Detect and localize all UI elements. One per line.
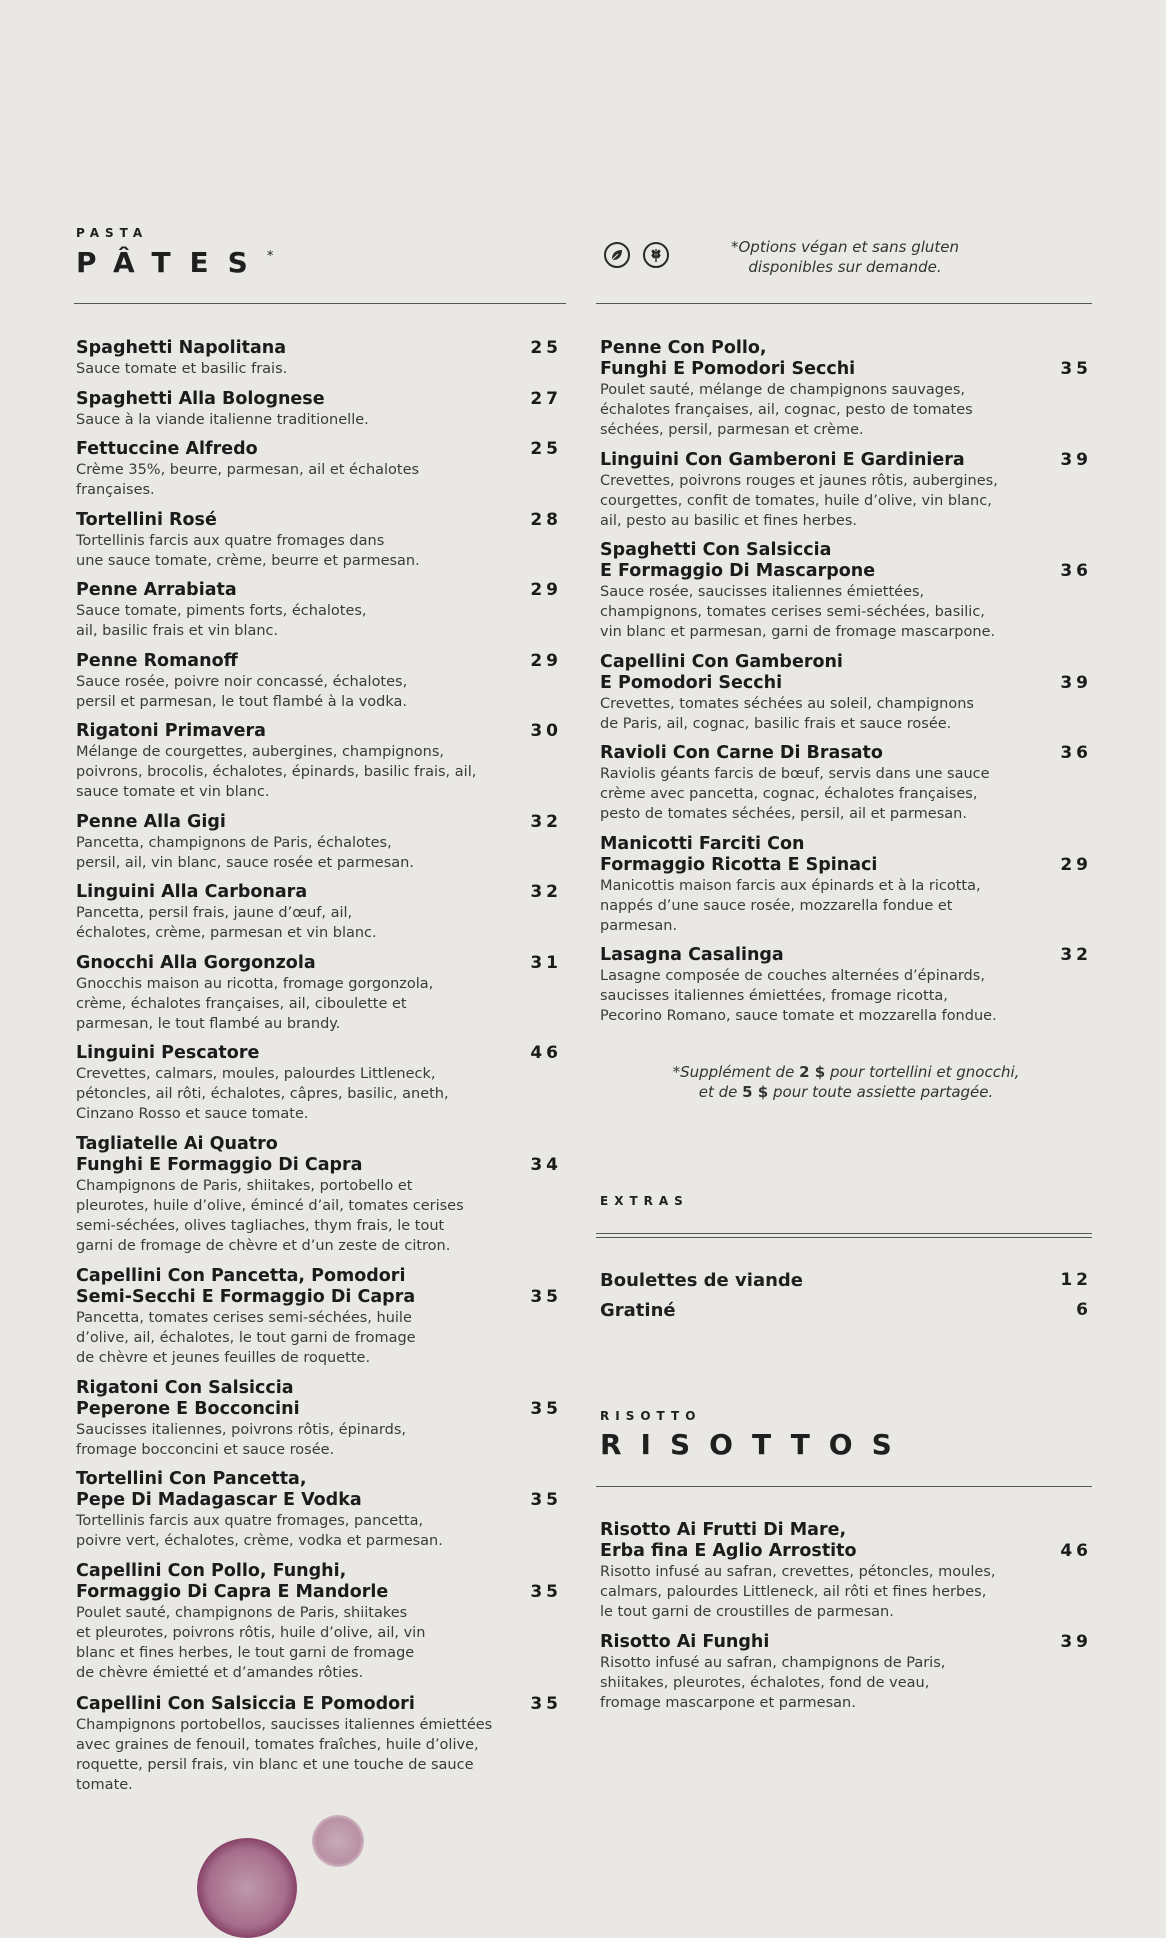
menu-item-description: Saucisses italiennes, poivrons rôtis, épinards, fromage bocconcini et sauce rosée. (76, 1422, 406, 1458)
menu-item-price: 28 (530, 510, 562, 530)
menu-item-risotto-ai-funghi (600, 1632, 1092, 1713)
menu-item-description: Champignons portobellos, saucisses italiennes émiettées avec graines de fenouil, tomates fraîches, huile d’olive, roquette, persil frais, vin blanc et une touche de sauce tomate. (76, 1717, 493, 1793)
menu-item-price: 29 (1060, 855, 1092, 875)
pasta-title: PÂTES (76, 246, 267, 279)
menu-item-price: 46 (1060, 1541, 1092, 1561)
menu-item-linguini-con-gamberoni-e-gardiniera (600, 450, 1092, 531)
pasta-divider (74, 303, 566, 304)
menu-item-price: 46 (530, 1043, 562, 1063)
menu-item-spaghetti-napolitana (76, 338, 562, 379)
pasta-title-wrap (76, 246, 273, 279)
pasta-title-asterisk: * (266, 248, 274, 264)
menu-item-name: Capellini Con Pollo, Funghi, Formaggio Di Capra E Mandorle (76, 1561, 389, 1602)
menu-item-description: Manicottis maison farcis aux épinards et à la ricotta, nappés d’une sauce rosée, mozzarella fondue et parmesan. (600, 878, 981, 934)
supplement-text: pour tortellini et gnocchi, (825, 1063, 1020, 1081)
menu-item-name: Capellini Con Salsiccia E Pomodori (76, 1694, 415, 1714)
menu-item-name: Capellini Con Gamberoni E Pomodori Secchi (600, 652, 843, 693)
menu-item-description: Tortellinis farcis aux quatre fromages dans une sauce tomate, crème, beurre et parmesan. (76, 533, 420, 569)
menu-item-price: 32 (530, 882, 562, 902)
menu-item-price: 31 (530, 953, 562, 973)
menu-item-capellini-con-pollo-funghi-formaggio-di-capra-e-mandorle (76, 1561, 562, 1683)
menu-item-description: Sauce rosée, saucisses italiennes émiettées, champignons, tomates cerises semi-séchées, basilic, vin blanc et parmesan, garni de fromage mascarpone. (600, 584, 996, 640)
extra-item-boulettes-de-viande (600, 1270, 1092, 1291)
supplement-text: et de (698, 1083, 743, 1101)
menu-item-name: Capellini Con Pancetta, Pomodori Semi-Secchi E Formaggio Di Capra (76, 1266, 416, 1307)
diet-note-line-1: *Options végan et sans gluten (730, 238, 960, 256)
menu-item-price: 36 (1060, 561, 1092, 581)
menu-item-gnocchi-alla-gorgonzola (76, 953, 562, 1034)
menu-item-description: Crevettes, tomates séchées au soleil, champignons de Paris, ail, cognac, basilic frais et sauce rosée. (600, 696, 974, 732)
menu-item-price: 25 (530, 439, 562, 459)
menu-item-spaghetti-con-salsiccia-e-formaggio-di-mascarpone (600, 540, 1092, 642)
menu-item-manicotti-farciti-con-formaggio-ricotta-e-spinaci (600, 834, 1092, 936)
menu-item-description: Mélange de courgettes, aubergines, champignons, poivrons, brocolis, échalotes, épinards, basilic frais, ail, sauce tomate et vin blanc. (76, 744, 477, 800)
menu-item-penne-romanoff (76, 651, 562, 712)
extras-divider (596, 1233, 1092, 1234)
menu-item-penne-con-pollo-funghi-e-pomodori-secchi (600, 338, 1092, 440)
vegan-leaf-icon (604, 242, 630, 268)
menu-item-name: Tortellini Con Pancetta, Pepe Di Madagascar E Vodka (76, 1469, 362, 1510)
menu-item-price: 35 (530, 1694, 562, 1714)
menu-item-name: Gnocchi Alla Gorgonzola (76, 953, 316, 973)
supplement-note (600, 1062, 1092, 1102)
menu-item-description: Sauce tomate et basilic frais. (76, 361, 288, 377)
menu-item-name: Penne Romanoff (76, 651, 238, 671)
menu-item-price: 25 (530, 338, 562, 358)
diet-note-line-2: disponibles sur demande. (748, 258, 942, 276)
menu-item-price: 27 (530, 389, 562, 409)
menu-item-price: 35 (530, 1582, 562, 1602)
menu-item-price: 30 (530, 721, 562, 741)
menu-item-price: 35 (530, 1287, 562, 1307)
right-header-divider (596, 303, 1092, 304)
menu-item-name: Spaghetti Con Salsiccia E Formaggio Di Mascarpone (600, 540, 876, 581)
menu-item-description: Crème 35%, beurre, parmesan, ail et échalotes françaises. (76, 462, 420, 498)
menu-item-price: 29 (530, 580, 562, 600)
wine-stain-large (197, 1838, 297, 1938)
menu-item-name: Linguini Alla Carbonara (76, 882, 308, 902)
menu-item-capellini-con-gamberoni-e-pomodori-secchi (600, 652, 1092, 734)
menu-item-name: Ravioli Con Carne Di Brasato (600, 743, 883, 763)
extra-item-gratine (600, 1300, 1092, 1321)
menu-item-name: Linguini Pescatore (76, 1043, 260, 1063)
supplement-text: pour toute assiette partagée. (768, 1083, 994, 1101)
menu-item-price: 39 (1060, 450, 1092, 470)
menu-item-price: 39 (1060, 1632, 1092, 1652)
menu-item-name: Linguini Con Gamberoni E Gardiniera (600, 450, 965, 470)
menu-item-capellini-con-pancetta-pomodori-semi-secchi-e-formaggio-di-capra (76, 1266, 562, 1368)
menu-item-description: Champignons de Paris, shiitakes, portobello et pleurotes, huile d’olive, émincé d’ail, tomates cerises semi-séchées, olives tagliaches, thym frais, le tout garni de fromage de chèvre et d’un zeste de citron. (76, 1178, 464, 1254)
menu-item-name: Tagliatelle Ai Quatro Funghi E Formaggio Di Capra (76, 1134, 363, 1175)
menu-item-description: Tortellinis farcis aux quatre fromages, pancetta, poivre vert, échalotes, crème, vodka et parmesan. (76, 1513, 443, 1549)
menu-item-description: Raviolis géants farcis de bœuf, servis dans une sauce crème avec pancetta, cognac, échalotes françaises, pesto de tomates séchées, persil, ail et parmesan. (600, 766, 990, 822)
menu-item-tortellini-rose (76, 510, 562, 571)
menu-item-price: 35 (1060, 359, 1092, 379)
menu-item-name: Lasagna Casalinga (600, 945, 784, 965)
wine-stain-small (312, 1815, 364, 1867)
menu-item-description: Pancetta, champignons de Paris, échalotes, persil, ail, vin blanc, sauce rosée et parmesan. (76, 835, 414, 871)
risotto-divider (596, 1486, 1092, 1487)
menu-item-capellini-con-salsiccia-e-pomodori (76, 1694, 562, 1795)
menu-item-description: Lasagne composée de couches alternées d’épinards, saucisses italiennes émiettées, fromage ricotta, Pecorino Romano, sauce tomate et mozzarella fondue. (600, 968, 997, 1024)
menu-item-price: 39 (1060, 673, 1092, 693)
menu-item-name: Risotto Ai Frutti Di Mare, Erba fina E Aglio Arrostito (600, 1520, 857, 1561)
menu-item-name: Spaghetti Alla Bolognese (76, 389, 325, 409)
menu-item-description: Pancetta, persil frais, jaune d’œuf, ail, échalotes, crème, parmesan et vin blanc. (76, 905, 377, 941)
menu-item-price: 34 (530, 1155, 562, 1175)
menu-item-name: Manicotti Farciti Con Formaggio Ricotta E Spinaci (600, 834, 878, 875)
menu-item-penne-alla-gigi (76, 812, 562, 873)
diet-icons (604, 242, 677, 268)
menu-item-name: Rigatoni Primavera (76, 721, 266, 741)
diet-note (700, 237, 990, 277)
menu-item-description: Gnocchis maison au ricotta, fromage gorgonzola, crème, échalotes françaises, ail, ciboulette et parmesan, le tout flambé au brandy. (76, 976, 434, 1032)
supplement-line-1 (600, 1062, 1092, 1082)
menu-item-spaghetti-alla-bolognese (76, 389, 562, 430)
menu-item-description: Crevettes, poivrons rouges et jaunes rôtis, aubergines, courgettes, confit de tomates, huile d’olive, vin blanc, ail, pesto au basilic et fines herbes. (600, 473, 998, 529)
menu-item-description: Crevettes, calmars, moules, palourdes Littleneck, pétoncles, ail rôti, échalotes, câpres, basilic, aneth, Cinzano Rosso et sauce tomate. (76, 1066, 449, 1122)
supplement-text: *Supplément de (672, 1063, 800, 1081)
menu-item-name: Rigatoni Con Salsiccia Peperone E Bocconcini (76, 1378, 300, 1419)
menu-item-price: 35 (530, 1490, 562, 1510)
menu-item-name: Penne Con Pollo, Funghi E Pomodori Secchi (600, 338, 856, 379)
menu-item-fettuccine-alfredo (76, 439, 562, 500)
menu-item-description: Poulet sauté, champignons de Paris, shiitakes et pleurotes, poivrons rôtis, huile d’olive, ail, vin blanc et fines herbes, le tout garni de fromage de chèvre émietté et d’amandes rôties. (76, 1605, 426, 1681)
menu-item-description: Sauce tomate, piments forts, échalotes, ail, basilic frais et vin blanc. (76, 603, 367, 639)
menu-item-lasagna-casalinga (600, 945, 1092, 1026)
menu-item-tagliatelle-ai-quatro-funghi-e-formaggio-di-capra (76, 1134, 562, 1256)
risotto-label: RISOTTO (600, 1409, 702, 1423)
gluten-free-wheat-icon (643, 242, 669, 268)
risotto-title: RISOTTOS (600, 1428, 911, 1461)
menu-item-linguini-alla-carbonara (76, 882, 562, 943)
menu-item-tortellini-con-pancetta-pepe-di-madagascar-e-vodka (76, 1469, 562, 1551)
menu-item-penne-arrabiata (76, 580, 562, 641)
menu-item-price: 36 (1060, 743, 1092, 763)
pasta-label: PASTA (76, 226, 149, 240)
extra-item-price: 12 (1060, 1270, 1092, 1290)
menu-item-name: Penne Alla Gigi (76, 812, 226, 832)
menu-item-name: Tortellini Rosé (76, 510, 217, 530)
menu-item-description: Poulet sauté, mélange de champignons sauvages, échalotes françaises, ail, cognac, pesto de tomates séchées, persil, parmesan et crème. (600, 382, 973, 438)
menu-item-price: 32 (530, 812, 562, 832)
supplement-amount-5: 5 $ (742, 1083, 769, 1101)
menu-item-linguini-pescatore (76, 1043, 562, 1124)
menu-item-price: 32 (1060, 945, 1092, 965)
menu-item-risotto-ai-frutti-di-mare-erba-fina-e-aglio-arrostito (600, 1520, 1092, 1622)
menu-item-rigatoni-primavera (76, 721, 562, 802)
menu-item-price: 29 (530, 651, 562, 671)
menu-item-name: Spaghetti Napolitana (76, 338, 287, 358)
supplement-amount-2: 2 $ (799, 1063, 826, 1081)
menu-item-rigatoni-con-salsiccia-peperone-e-bocconcini (76, 1378, 562, 1460)
extra-item-price: 6 (1076, 1300, 1092, 1320)
supplement-line-2 (600, 1082, 1092, 1102)
menu-item-price: 35 (530, 1399, 562, 1419)
menu-item-description: Sauce à la viande italienne traditionelle. (76, 412, 369, 428)
extra-item-name: Gratiné (600, 1300, 676, 1321)
menu-item-name: Risotto Ai Funghi (600, 1632, 770, 1652)
extra-item-name: Boulettes de viande (600, 1270, 803, 1291)
menu-item-description: Risotto infusé au safran, crevettes, pétoncles, moules, calmars, palourdes Littleneck, ail rôti et fines herbes, le tout garni de croustilles de parmesan. (600, 1564, 996, 1620)
extras-label: EXTRAS (600, 1194, 689, 1208)
menu-item-description: Risotto infusé au safran, champignons de Paris, shiitakes, pleurotes, échalotes, fond de veau, fromage mascarpone et parmesan. (600, 1655, 946, 1711)
menu-item-description: Sauce rosée, poivre noir concassé, échalotes, persil et parmesan, le tout flambé à la vodka. (76, 674, 408, 710)
menu-item-name: Fettuccine Alfredo (76, 439, 258, 459)
menu-item-ravioli-con-carne-di-brasato (600, 743, 1092, 824)
menu-item-name: Penne Arrabiata (76, 580, 237, 600)
menu-item-description: Pancetta, tomates cerises semi-séchées, huile d’olive, ail, échalotes, le tout garni de fromage de chèvre et jeunes feuilles de roquette. (76, 1310, 416, 1366)
